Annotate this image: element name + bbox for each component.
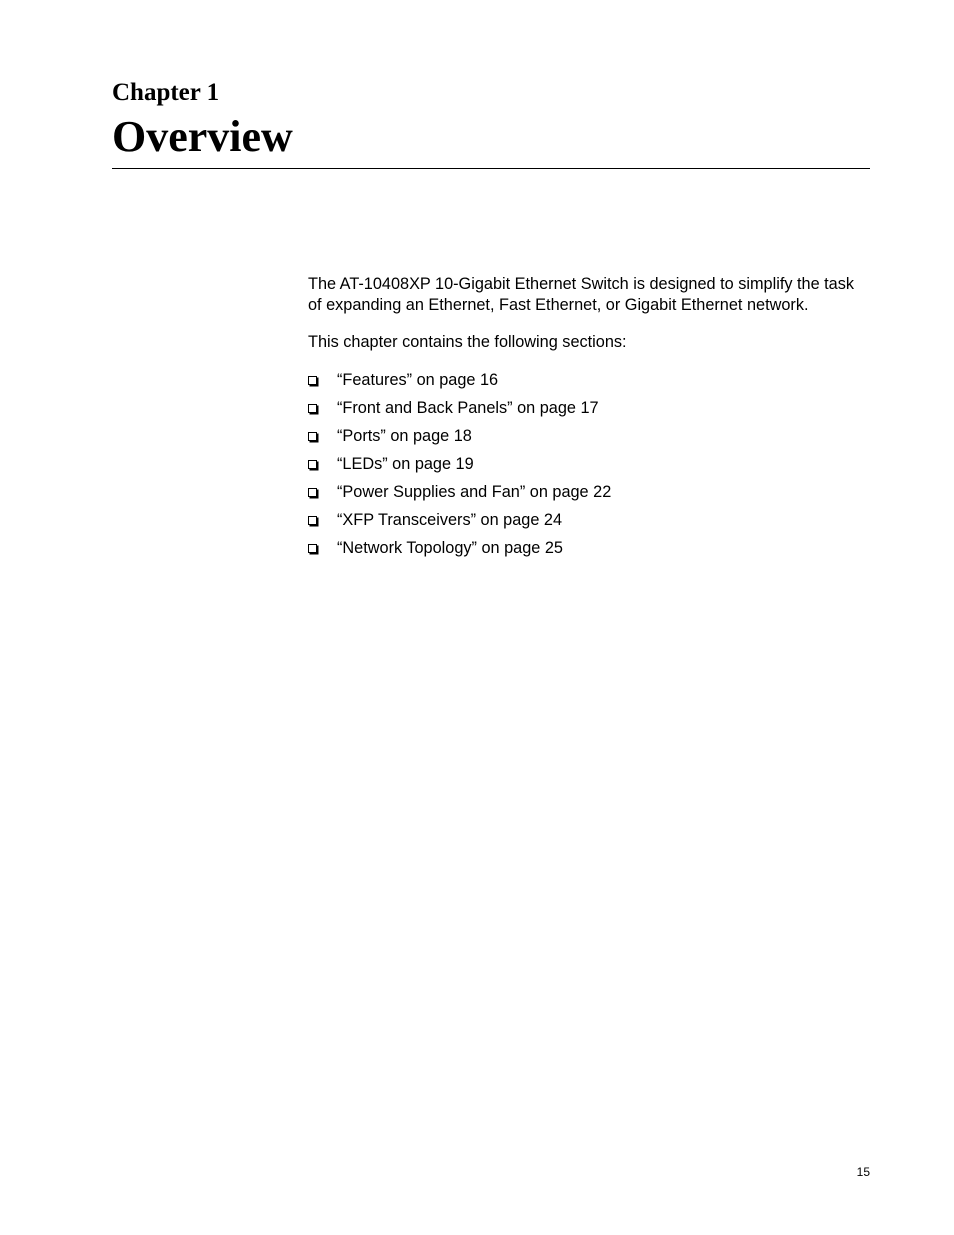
chapter-body: [308, 274, 870, 565]
checkbox-bullet-icon: [308, 516, 317, 525]
section-item-xfp-transceivers[interactable]: [308, 509, 870, 537]
checkbox-bullet-icon: [308, 404, 317, 413]
section-item-label[interactable]: “XFP Transceivers” on page 24: [337, 511, 563, 529]
title-divider: [112, 168, 870, 169]
section-item-label[interactable]: “Front and Back Panels” on page 17: [337, 399, 599, 417]
section-item-label[interactable]: “Features” on page 16: [337, 371, 499, 389]
section-item-label[interactable]: “Power Supplies and Fan” on page 22: [337, 483, 612, 501]
section-item-label[interactable]: “LEDs” on page 19: [337, 455, 474, 473]
checkbox-bullet-icon: [308, 488, 317, 497]
checkbox-bullet-icon: [308, 544, 317, 553]
section-item-label[interactable]: “Ports” on page 18: [337, 427, 472, 445]
section-list: [308, 369, 870, 565]
checkbox-bullet-icon: [308, 460, 317, 469]
checkbox-bullet-icon: [308, 432, 317, 441]
section-item-network-topology[interactable]: [308, 537, 870, 565]
chapter-label: Chapter 1: [112, 79, 220, 106]
section-item-features[interactable]: [308, 369, 870, 397]
section-item-ports[interactable]: [308, 425, 870, 453]
checkbox-bullet-icon: [308, 376, 317, 385]
sections-lead-text: This chapter contains the following sections:: [308, 333, 627, 351]
chapter-title: Overview: [112, 112, 293, 161]
page-number: 15: [856, 1165, 870, 1179]
section-item-label[interactable]: “Network Topology” on page 25: [337, 539, 563, 557]
section-item-leds[interactable]: [308, 453, 870, 481]
intro-paragraph: The AT-10408XP 10-Gigabit Ethernet Switch is designed to simplify the task of expanding an Ethernet, Fast Ethernet, or Gigabit Ethernet network.: [308, 275, 855, 314]
section-item-power-supplies-and-fan[interactable]: [308, 481, 870, 509]
section-item-front-and-back-panels[interactable]: [308, 397, 870, 425]
